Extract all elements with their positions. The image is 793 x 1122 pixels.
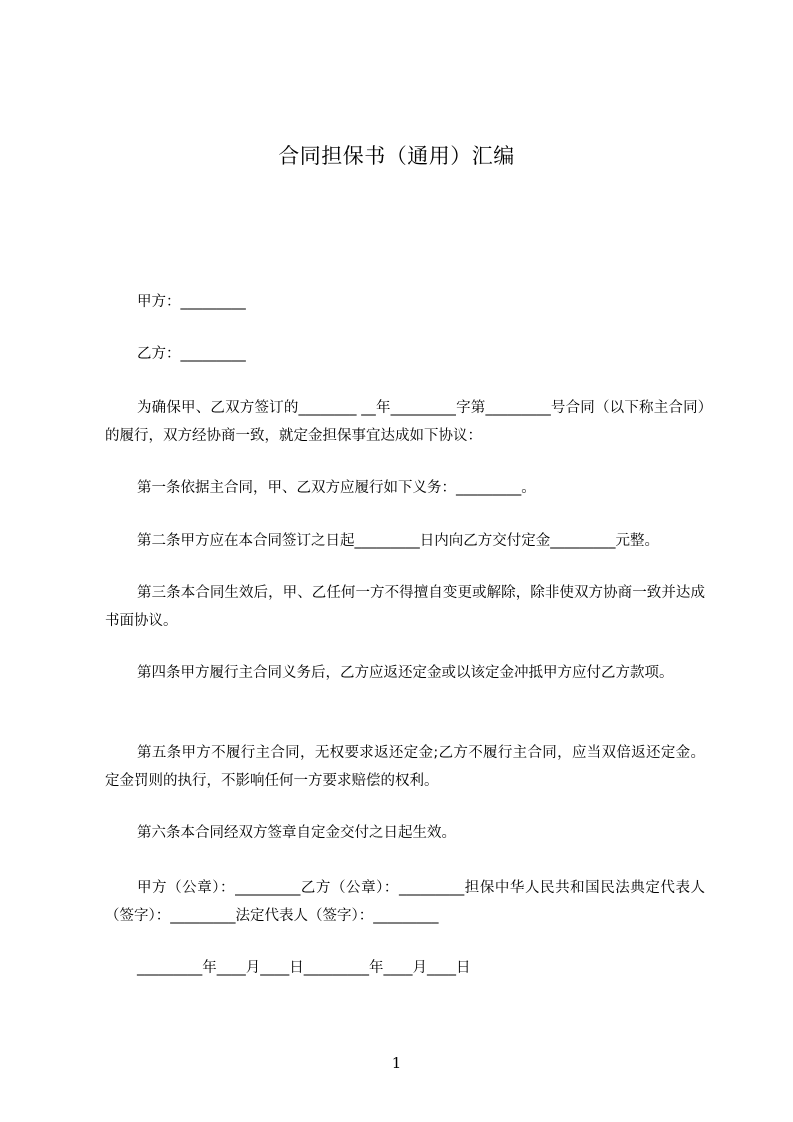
article-3: 第三条本合同生效后，甲、乙任何一方不得擅自变更或解除，除非使双方协商一致并达成书面协议。 xyxy=(105,585,705,629)
signature-block: 甲方（公章）：_________乙方（公章）：_________担保中华人民共和国民法典定代表人（签字）：_________法定代表人（签字）：_________ xyxy=(105,880,705,924)
article-1: 第一条依据主合同，甲、乙双方应履行如下义务：_________。 xyxy=(137,480,536,496)
intro-paragraph: 为确保甲、乙双方签订的________ __年_________字第_________号合同（以下称主合同）的履行，双方经协商一致，就定金担保事宜达成如下协议： xyxy=(105,400,705,444)
article-6: 第六条本合同经双方签章自定金交付之日起生效。 xyxy=(137,825,456,841)
document-title: 合同担保书（通用）汇编 xyxy=(278,144,515,168)
page-number: 1 xyxy=(391,1054,402,1072)
date-line: _________年____月____日_________年____月____日 xyxy=(137,960,471,976)
party-b-line: 乙方：_________ xyxy=(137,346,246,362)
party-a-line: 甲方：_________ xyxy=(137,294,246,310)
article-2: 第二条甲方应在本合同签订之日起_________日内向乙方交付定金_________元整。 xyxy=(137,533,659,549)
article-5: 第五条甲方不履行主合同，无权要求返还定金;乙方不履行主合同，应当双倍返还定金。定金罚则的执行，不影响任何一方要求赔偿的权利。 xyxy=(105,745,705,789)
article-4: 第四条甲方履行主合同义务后，乙方应返还定金或以该定金冲抵甲方应付乙方款项。 xyxy=(137,665,674,681)
